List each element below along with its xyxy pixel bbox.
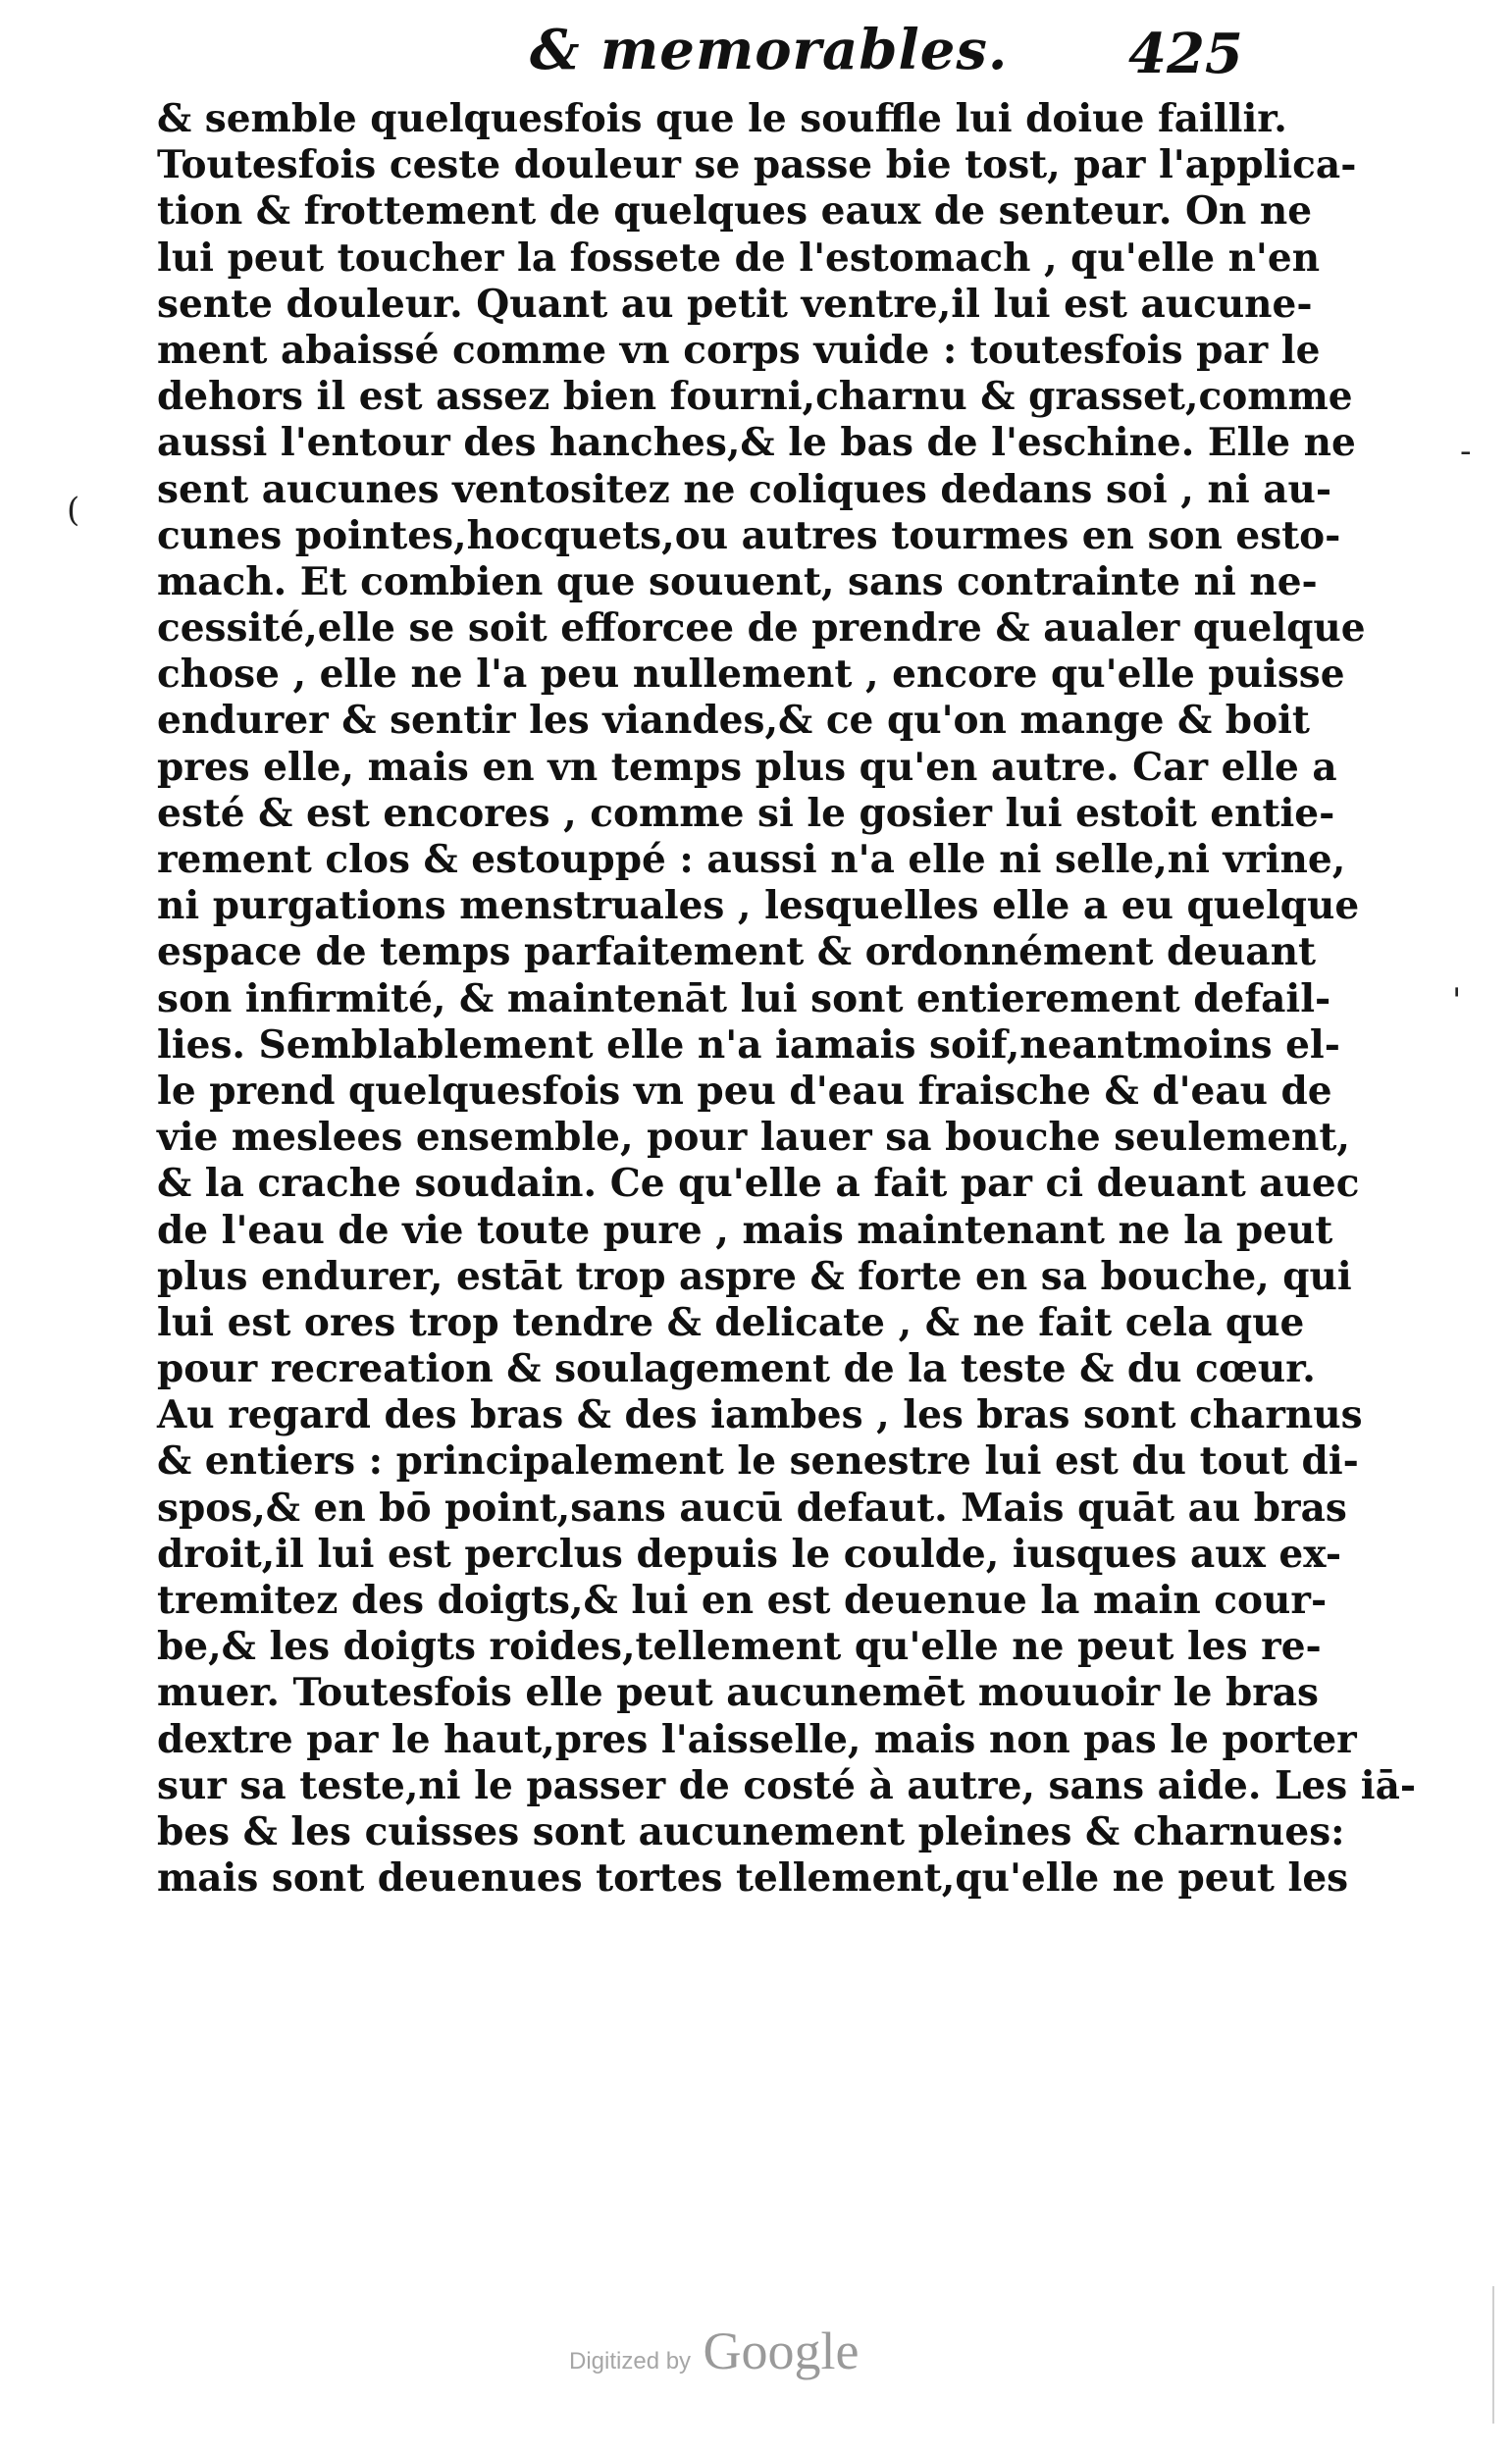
text-line: dextre par le haut,pres l'aisselle, mais non pas le porter	[157, 1716, 1357, 1762]
text-line: mach. Et combien que souuent, sans contrainte ni ne-	[157, 558, 1318, 604]
digitized-label: Digitized by	[569, 2348, 692, 2375]
text-line: cessité,elle se soit efforcee de prendre & aualer quelque	[157, 605, 1366, 652]
text-line: de l'eau de vie toute pure , mais maintenant ne la peut	[157, 1207, 1333, 1253]
text-line: bes & les cuisses sont aucunement pleines & charnues:	[157, 1808, 1345, 1854]
text-line: rement clos & estouppé : aussi n'a elle ni selle,ni vrine,	[157, 837, 1346, 882]
text-line: espace de temps parfaitement & ordonnément deuant	[157, 929, 1317, 975]
text-line: ni purgations menstruales , lesquelles elle a eu quelque	[157, 883, 1360, 929]
text-line: & entiers : principalement le senestre lui est du tout di-	[157, 1438, 1359, 1485]
digitized-by-google-watermark	[569, 2321, 859, 2381]
text-line: pres elle, mais en vn temps plus qu'en autre. Car elle a	[157, 744, 1337, 790]
margin-mark: '	[1452, 981, 1462, 1020]
text-line: lui est ores trop tendre & delicate , & ne fait cela que	[157, 1299, 1305, 1345]
text-line: sur sa teste,ni le passer de costé à autre, sans aide. Les iā-	[157, 1762, 1417, 1808]
text-line: muer. Toutesfois elle peut aucunemēt mouuoir le bras	[157, 1670, 1320, 1716]
text-line: & la crache soudain. Ce qu'elle a fait par ci deuant auec	[157, 1161, 1360, 1207]
text-line: esté & est encores , comme si le gosier lui estoit entie-	[157, 790, 1335, 836]
text-line: cunes pointes,hocquets,ou autres tourmes en son esto-	[157, 512, 1341, 558]
page-number: 425	[1128, 22, 1243, 86]
text-line: endurer & sentir les viandes,& ce qu'on mange & boit	[157, 698, 1310, 744]
text-line: lui peut toucher la fossete de l'estomach , qu'elle n'en	[157, 235, 1321, 281]
google-logo: Google	[703, 2322, 860, 2380]
text-line: pour recreation & soulagement de la teste & du cœur.	[157, 1346, 1316, 1392]
text-line: be,& les doigts roides,tellement qu'elle ne peut les re-	[157, 1624, 1322, 1670]
text-line: dehors il est assez bien fourni,charnu & grasset,comme	[157, 374, 1353, 420]
text-line: tion & frottement de quelques eaux de senteur. On ne	[157, 188, 1313, 235]
page-edge-line	[1492, 2286, 1494, 2424]
text-line: droit,il lui est perclus depuis le coulde, iusques aux ex-	[157, 1531, 1342, 1577]
text-line: aussi l'entour des hanches,& le bas de l'eschine. Elle ne	[157, 420, 1356, 466]
text-line: Au regard des bras & des iambes , les bras sont charnus	[157, 1392, 1363, 1438]
text-line: le prend quelquesfois vn peu d'eau fraische & d'eau de	[157, 1068, 1332, 1114]
body-text	[157, 96, 1417, 1902]
text-line: Toutesfois ceste douleur se passe bie tost, par l'applica-	[157, 142, 1357, 188]
text-line: sent aucunes ventositez ne coliques dedans soi , ni au-	[157, 466, 1332, 512]
text-line: sente douleur. Quant au petit ventre,il lui est aucune-	[157, 281, 1313, 327]
text-line: spos,& en bō point,sans aucū defaut. Mais quāt au bras	[157, 1485, 1347, 1531]
text-line: mais sont deuenues tortes tellement,qu'elle ne peut les	[157, 1855, 1349, 1902]
text-line: tremitez des doigts,& lui en est deuenue la main cour-	[157, 1578, 1328, 1623]
margin-mark: (	[67, 491, 80, 530]
text-line: plus endurer, estāt trop aspre & forte en sa bouche, qui	[157, 1253, 1352, 1299]
text-line: ment abaissé comme vn corps vuide : toutesfois par le	[157, 327, 1321, 373]
text-line: son infirmité, & maintenāt lui sont entierement defail-	[157, 975, 1331, 1021]
text-line: chose , elle ne l'a peu nullement , encore qu'elle puisse	[157, 652, 1345, 698]
text-line: & semble quelquesfois que le souffle lui doiue faillir.	[157, 96, 1287, 141]
text-line: vie meslees ensemble, pour lauer sa bouche seulement,	[157, 1115, 1350, 1161]
margin-mark: -	[1460, 432, 1472, 471]
text-line: lies. Semblablement elle n'a iamais soif,neantmoins el-	[157, 1021, 1340, 1068]
running-head: & memorables.	[530, 18, 1009, 82]
